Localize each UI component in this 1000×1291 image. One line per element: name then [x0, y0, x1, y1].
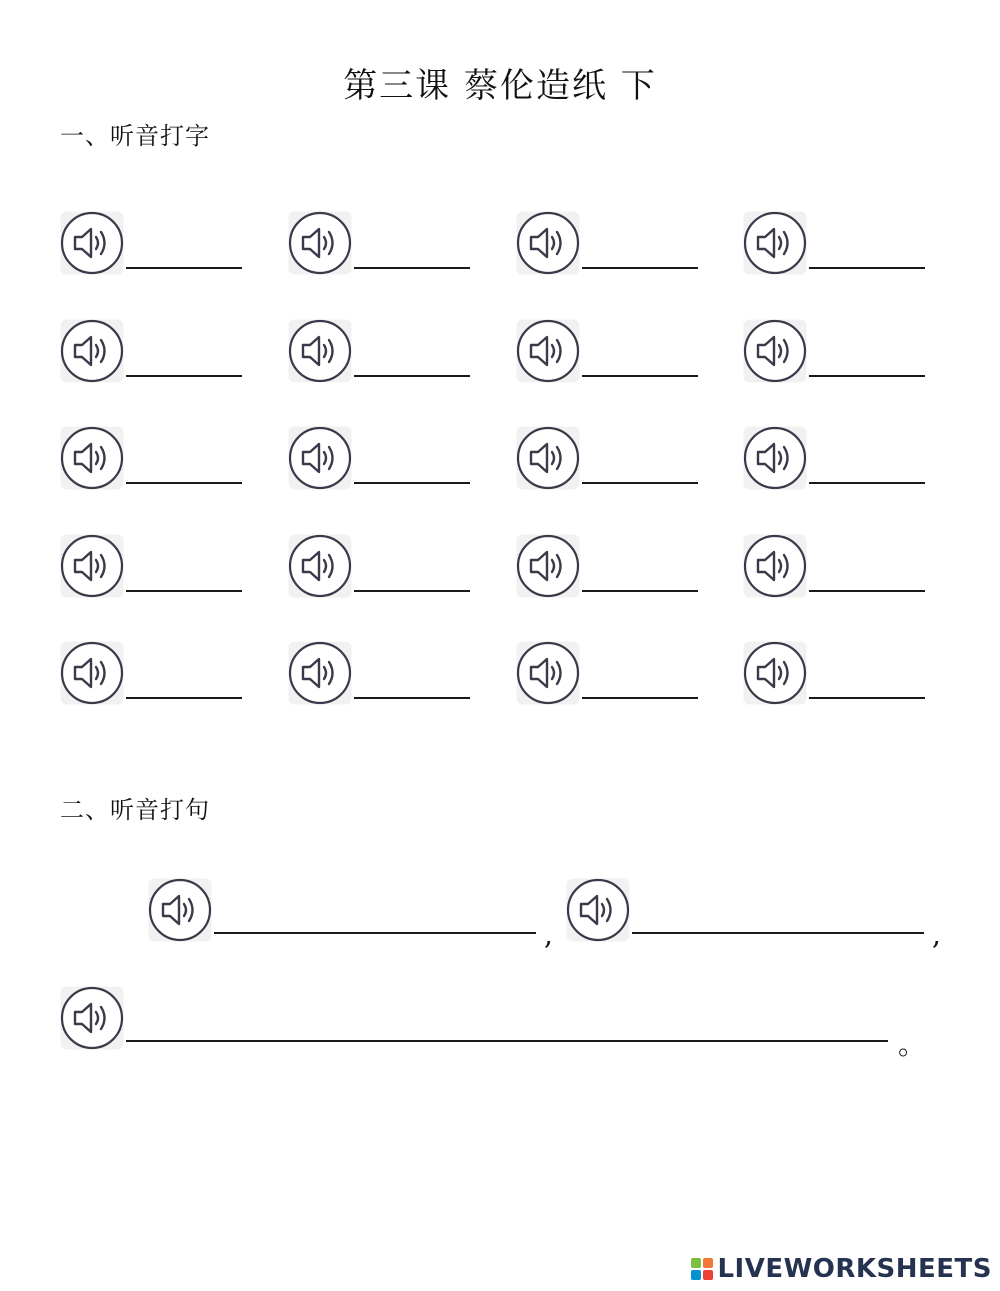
speaker-icon[interactable] — [60, 641, 124, 705]
answer-blank[interactable] — [582, 697, 698, 699]
answer-blank[interactable] — [354, 482, 470, 484]
answer-blank[interactable] — [809, 482, 925, 484]
answer-blank[interactable] — [582, 267, 698, 269]
answer-blank[interactable] — [126, 375, 242, 377]
answer-blank[interactable] — [214, 932, 536, 934]
speaker-icon[interactable] — [60, 211, 124, 275]
answer-blank[interactable] — [582, 375, 698, 377]
speaker-icon[interactable] — [148, 878, 212, 942]
speaker-icon[interactable] — [60, 319, 124, 383]
speaker-icon[interactable] — [743, 426, 807, 490]
speaker-icon[interactable] — [516, 641, 580, 705]
answer-blank[interactable] — [809, 267, 925, 269]
speaker-icon[interactable] — [566, 878, 630, 942]
speaker-icon[interactable] — [288, 534, 352, 598]
sentence-comma: , — [544, 918, 553, 951]
speaker-icon[interactable] — [288, 319, 352, 383]
speaker-icon[interactable] — [516, 534, 580, 598]
answer-blank[interactable] — [809, 697, 925, 699]
speaker-icon[interactable] — [516, 426, 580, 490]
brand-name: LIVEWORKSHEETS — [717, 1254, 992, 1284]
answer-blank[interactable] — [126, 1040, 888, 1042]
answer-blank[interactable] — [354, 590, 470, 592]
brand-logo-icon — [691, 1258, 713, 1280]
speaker-icon[interactable] — [743, 534, 807, 598]
speaker-icon[interactable] — [516, 319, 580, 383]
speaker-icon[interactable] — [743, 211, 807, 275]
answer-blank[interactable] — [126, 590, 242, 592]
section-2-heading: 二、听音打句 — [60, 796, 210, 824]
answer-blank[interactable] — [354, 697, 470, 699]
section-1-heading: 一、听音打字 — [60, 122, 210, 150]
speaker-icon[interactable] — [60, 986, 124, 1050]
answer-blank[interactable] — [126, 482, 242, 484]
speaker-icon[interactable] — [516, 211, 580, 275]
answer-blank[interactable] — [126, 697, 242, 699]
sentence-comma: , — [932, 918, 941, 951]
answer-blank[interactable] — [126, 267, 242, 269]
speaker-icon[interactable] — [743, 641, 807, 705]
answer-blank[interactable] — [354, 267, 470, 269]
speaker-icon[interactable] — [60, 426, 124, 490]
speaker-icon[interactable] — [288, 641, 352, 705]
answer-blank[interactable] — [809, 375, 925, 377]
speaker-icon[interactable] — [743, 319, 807, 383]
answer-blank[interactable] — [582, 590, 698, 592]
sentence-period: 。 — [898, 1028, 927, 1061]
speaker-icon[interactable] — [288, 426, 352, 490]
speaker-icon[interactable] — [60, 534, 124, 598]
page-title: 第三课 蔡伦造纸 下 — [343, 66, 657, 106]
brand-logo — [691, 1254, 992, 1284]
answer-blank[interactable] — [354, 375, 470, 377]
answer-blank[interactable] — [632, 932, 924, 934]
answer-blank[interactable] — [582, 482, 698, 484]
answer-blank[interactable] — [809, 590, 925, 592]
speaker-icon[interactable] — [288, 211, 352, 275]
